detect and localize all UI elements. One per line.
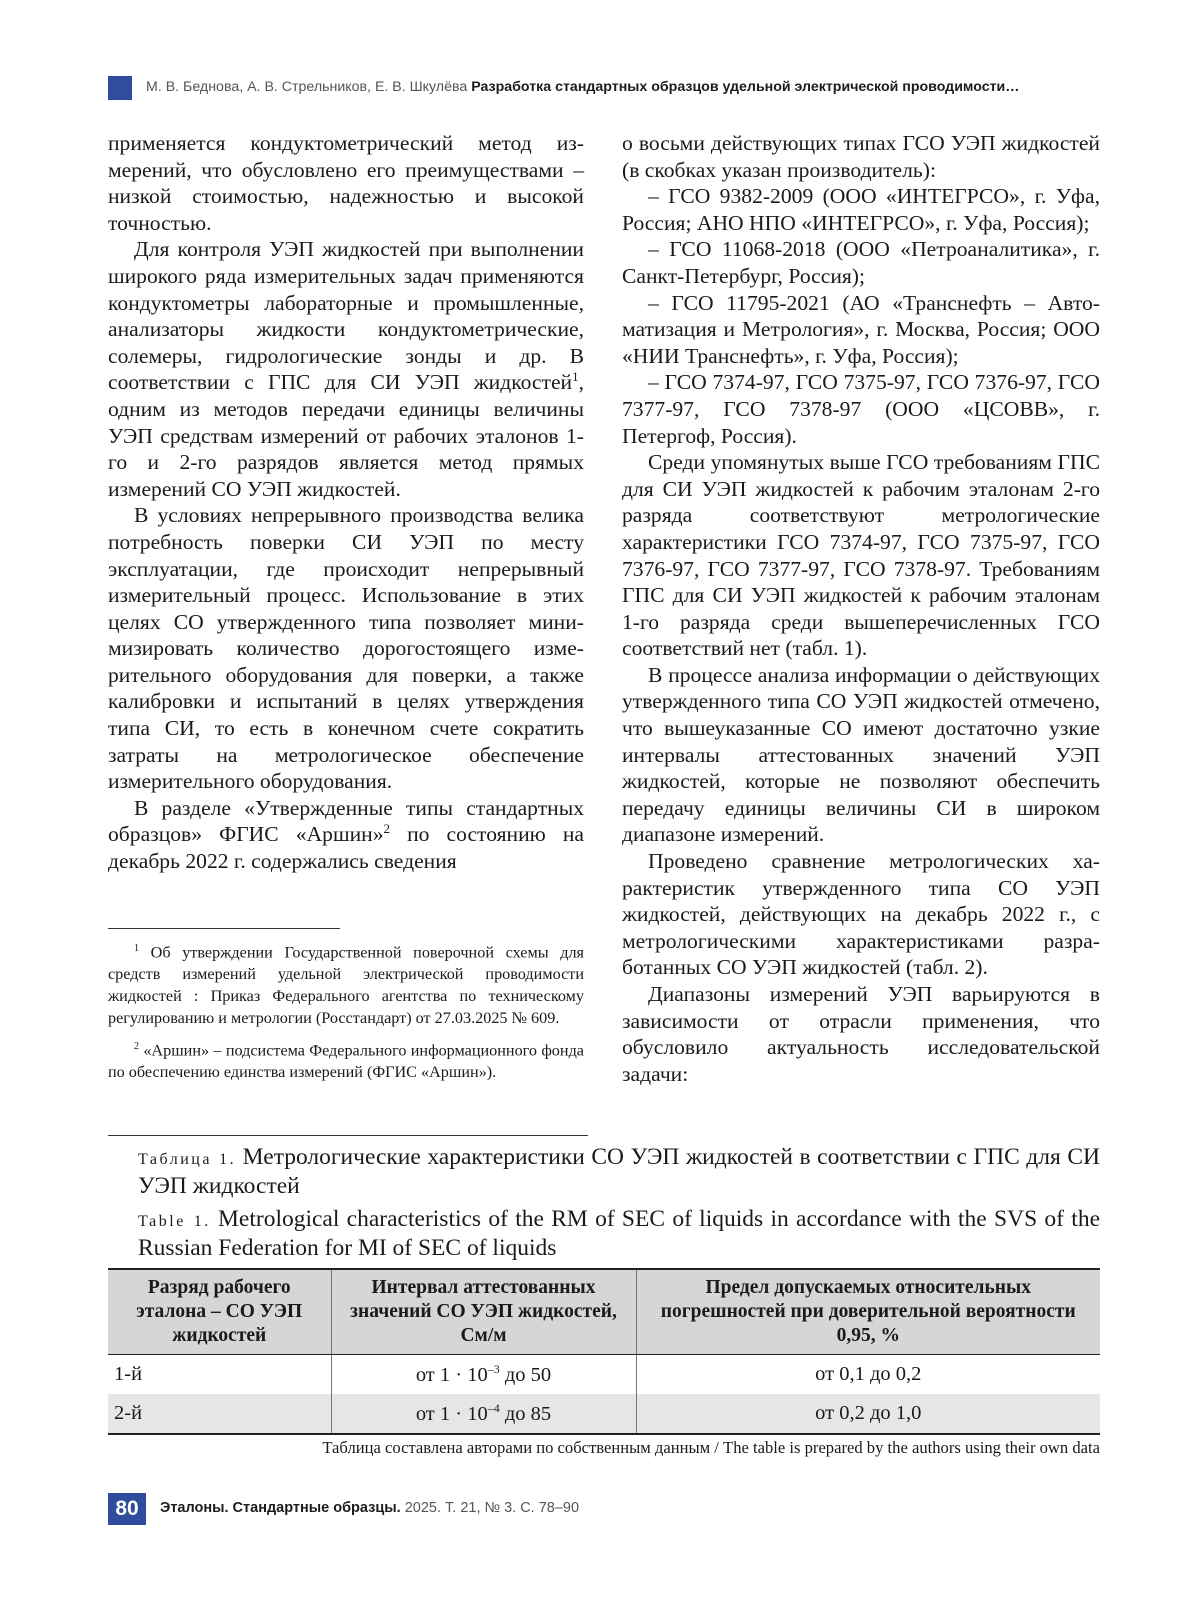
footnote-2-number: 2 [134,1041,139,1053]
footnotes [108,938,584,1091]
footnote-ref-1: 1 [572,369,579,385]
table-caption-ru [138,1144,1100,1201]
table-row [108,1394,1100,1434]
gso-list-item-4: – ГСО 7374-97, ГСО 7375-97, ГСО 7376-97, ГСО 7377-97, ГСО 7378-97 (ООО «ЦСОВВ», г. Петергоф, Россия). [622,370,1100,448]
left-paragraph-3: В условиях непрерывного производства велика потребность поверки СИ УЭП по месту эксплуатации, где происходит непрерывный измерительный процесс. Использование в этих целях СО утвержденного типа позволяет минимизировать количество дорогостоящего измерительного оборудования для поверки, а также калибровки и испытаний в целях утверждения типа СИ, то есть в конечном счете сократить затраты на метрологическое обеспечение измерительного оборудования. [108,503,584,794]
cell-range [331,1394,636,1434]
cell-range [331,1355,636,1395]
right-paragraph-5: Диапазоны измерений УЭП варьируются в зависимости от отрасли применения, что обусловило актуальность исследовательской задачи: [622,982,1100,1086]
table-caption-en [138,1206,1100,1263]
cell-range-exponent: –3 [487,1362,500,1377]
footnote-2 [108,1036,584,1084]
right-paragraph-2: Среди упомянутых выше ГСО требованиям ГПС для СИ УЭП жидкостей к рабочим эталонам 2-го разряда соответствуют метрологические характеристики ГСО 7374-97, ГСО 7375-97, ГСО 7376-97, ГСО 7377-97, ГСО 7378-97. Требованиям ГПС для СИ УЭП жидкостей к рабочим эталонам 1-го разряда среди вышеперечисленных ГСО соответствий нет (табл. 1). [622,450,1100,661]
table-caption-ru-text: Метрологические характеристики СО УЭП жидкостей в соответствии с ГПС для СИ УЭП жидкостей [138,1144,1100,1200]
header-authors: М. В. Беднова, А. В. Стрельников, Е. В. Шкулёва [146,79,468,95]
right-paragraph-4: Проведено сравнение метрологических характеристик утвержденного типа СО УЭП жидкостей, действующих на декабрь 2022 г., с метрологическими характеристиками разработанных СО УЭП жидкостей (табл. 2). [622,849,1100,980]
header-text [146,79,1106,95]
left-paragraph-2 [108,236,584,502]
right-paragraph-1: о восьми действующих типах ГСО УЭП жидкостей (в скобках указан производитель): [622,131,1100,182]
journal-title: Эталоны. Стандартные образцы. [160,1500,401,1516]
cell-range-upper: до 85 [499,1402,552,1425]
journal-citation [160,1500,579,1516]
table-caption-en-label: Table 1. [138,1213,211,1230]
cell-range-upper: до 50 [499,1363,552,1386]
table-divider [108,1135,588,1136]
right-column [622,130,1100,1087]
table-source-note: Таблица составлена авторами по собственным данным / The table is prepared by the authors using their own data [322,1438,1100,1457]
left-paragraph-2a: Для контроля УЭП жидкостей при выполнении широкого ряда измерительных задач применяются кондуктометры лабораторные и промышленные, анализаторы жидкости кондуктометрические, солемеры, гидрологические зонды и др. В соответствии с ГПС для СИ УЭП жидкостей [108,237,584,395]
gso-list-item-3: – ГСО 11795-2021 (АО «Транснефть – Автоматизация и Метрология», г. Москва, Россия; ООО «НИИ Транснефть», г. Уфа, Россия); [622,290,1100,368]
footnote-1 [108,938,584,1029]
table-header-grade: Разряд рабочего эталона – СО УЭП жидкостей [108,1269,331,1355]
header-title: Разработка стандартных образцов удельной электрической проводимости… [471,79,1020,95]
left-paragraph-4b: по состоянию на декабрь 2022 г. содержались сведения [108,822,584,874]
cell-range-base: от 1 · 10 [415,1363,488,1386]
footnote-1-text: Об утверждении Государственной поверочной схемы для средств измерений удельной электрической проводимости жидкостей : Приказ Федерального агентства по техническому регулированию и метрологии (Росстандарт) от 27.03.2025 № 609. [108,943,584,1027]
left-paragraph-2b: , одним из методов передачи единицы величины УЭП средствам измерений от рабочих эталонов 1-го и 2-го разрядов является метод прямых измерений СО УЭП жидкостей. [108,370,584,501]
table-header-range: Интервал аттестованных значений СО УЭП жидкостей, См/м [331,1269,636,1355]
gso-list-item-1: – ГСО 9382-2009 (ООО «ИНТЕГРСО», г. Уфа, Россия; АНО НПО «ИНТЕГРСО», г. Уфа, Россия); [622,184,1100,235]
metrology-table [108,1268,1100,1435]
footnote-2-text: «Аршин» – подсистема Федерального информационного фонда по обеспечению единства измерений (ФГИС «Аршин»). [108,1041,584,1082]
page-number: 80 [108,1493,146,1525]
cell-range-base: от 1 · 10 [415,1402,488,1425]
footnote-1-number: 1 [134,943,139,954]
header-marker [108,76,132,100]
left-paragraph-1: применяется кондуктометрический метод измерений, что обусловлено его преимуществами – низкой стоимостью, надежностью и высокой точностью. [108,131,584,235]
cell-grade: 1-й [114,1363,143,1385]
table-caption-en-text: Metrological characteristics of the RM of SEC of liquids in accordance with the SVS of the Russian Federation for MI of SEC of liquids [138,1206,1100,1262]
cell-limit: от 0,2 до 1,0 [636,1394,1100,1434]
table-row [108,1355,1100,1395]
right-paragraph-3: В процессе анализа информации о действующих утвержденного типа СО УЭП жидкостей отмечено, что вышеуказанные СО имеют достаточно узкие интервалы аттестованных значений УЭП жидкостей, которые не позволяют обеспечить передачу единицы величины СИ в широком диапазоне измерений. [622,662,1100,847]
table-header-limit: Предел допускаемых относительных погрешностей при доверительной вероятности 0,95, % [636,1269,1100,1355]
table-header-row [108,1269,1100,1355]
citation-details: 2025. Т. 21, № 3. С. 78–90 [400,1500,580,1516]
left-column [108,130,584,875]
footnote-ref-2: 2 [383,821,390,837]
cell-grade: 2-й [108,1394,331,1434]
cell-limit: от 0,1 до 0,2 [636,1355,1100,1395]
footnote-divider [108,928,340,929]
running-header [108,76,1100,102]
table-caption-ru-label: Таблица 1. [138,1151,237,1168]
left-paragraph-4 [108,795,584,875]
gso-list-item-2: – ГСО 11068-2018 (ООО «Петроаналитика», г. Санкт-Петербург, Россия); [622,237,1100,288]
left-paragraph-4a: В разделе «Утвержденные типы стандартных образцов» ФГИС «Аршин» [108,795,584,847]
cell-range-exponent: –4 [487,1401,500,1416]
